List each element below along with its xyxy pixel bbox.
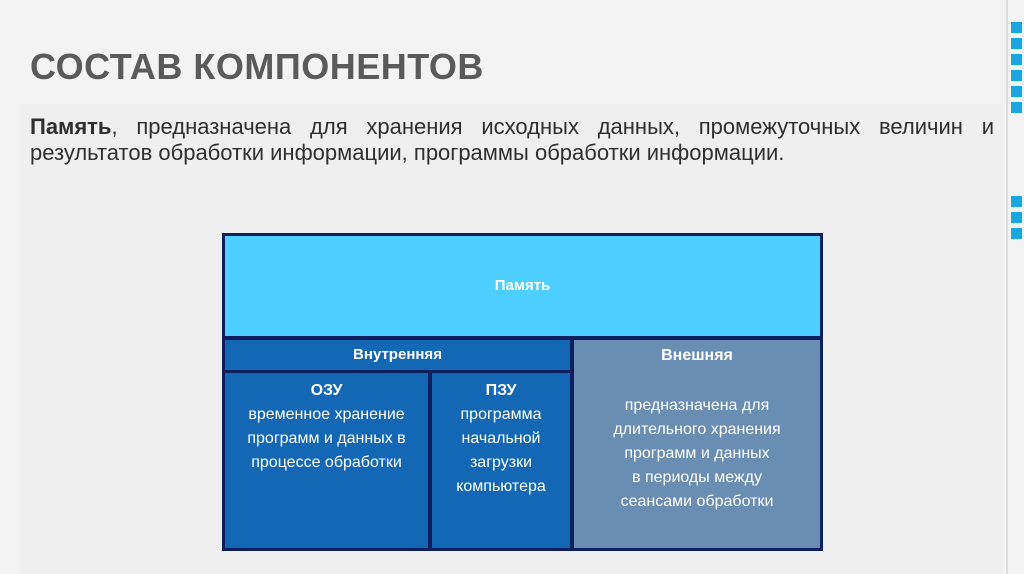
ram-title: ОЗУ — [310, 382, 343, 399]
external-description: предназначена для длительного хранения программ и данных в периоды между сеансами обработки — [613, 397, 781, 510]
ram-cell — [225, 373, 428, 548]
decoration-square — [1011, 70, 1022, 81]
rom-title: ПЗУ — [485, 382, 517, 399]
memory-term: Память — [30, 114, 112, 139]
memory-description — [30, 114, 994, 166]
decoration-square — [1011, 38, 1022, 49]
memory-diagram — [222, 233, 823, 551]
memory-definition: , предназначена для хранения исходных данных, промежуточных величин и результатов обработки информации, программы обработки информации. — [30, 114, 994, 165]
right-decoration-line — [1006, 0, 1008, 574]
rom-cell — [432, 373, 570, 548]
decoration-square — [1011, 86, 1022, 97]
rom-description: программа начальной загрузки компьютера — [456, 406, 546, 495]
decoration-square — [1011, 54, 1022, 65]
decoration-square — [1011, 22, 1022, 33]
external-title: Внешняя — [661, 347, 733, 364]
slide-title: СОСТАВ КОМПОНЕНТОВ — [30, 46, 484, 87]
decoration-square — [1011, 102, 1022, 113]
decoration-square — [1011, 228, 1022, 239]
decoration-square — [1011, 212, 1022, 223]
internal-memory-cell: Внутренняя — [225, 340, 570, 370]
ram-description: временное хранение программ и данных в процессе обработки — [247, 406, 406, 471]
memory-cell: Память — [225, 236, 820, 336]
external-memory-cell — [574, 340, 820, 548]
decoration-square — [1011, 196, 1022, 207]
